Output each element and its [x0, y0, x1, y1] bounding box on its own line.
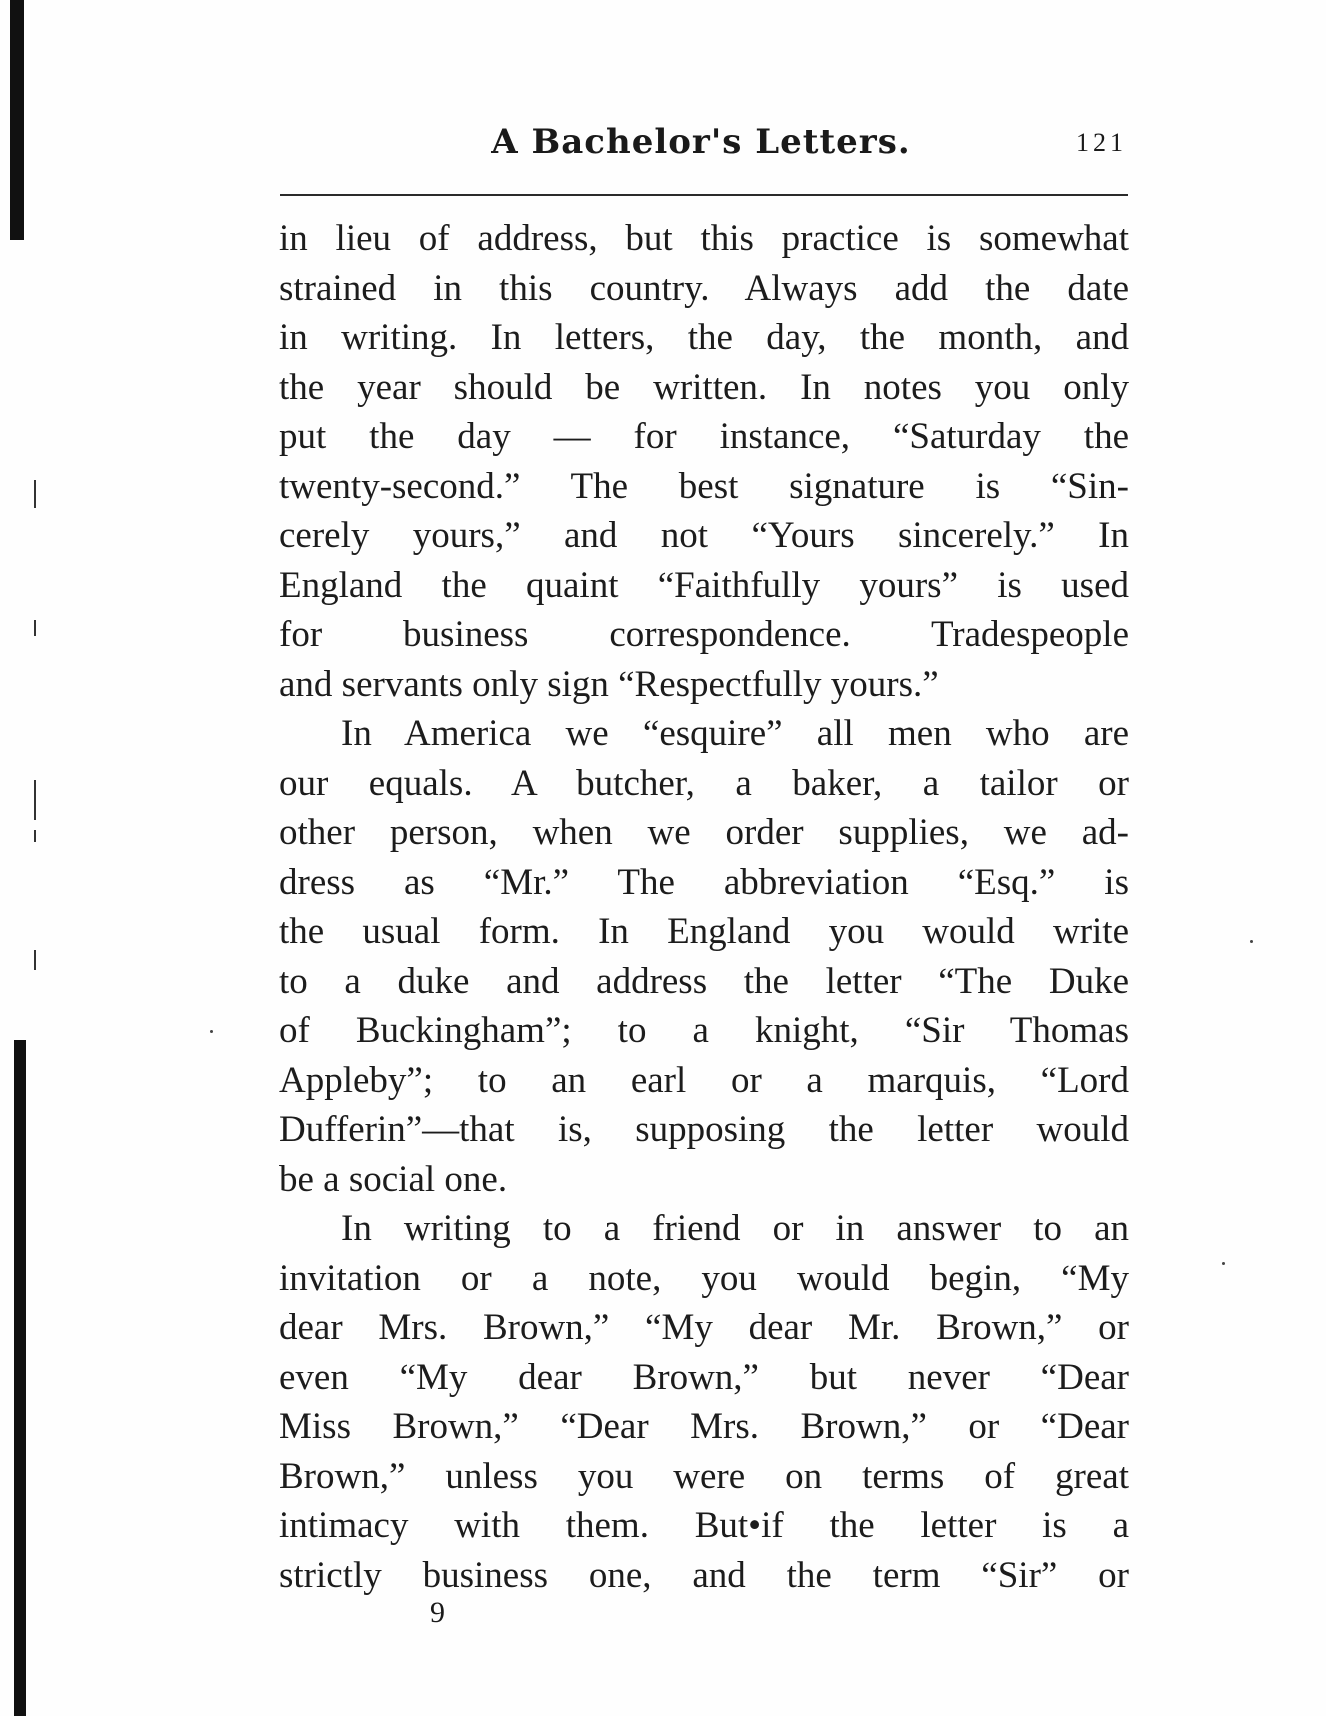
- binding-tick: [34, 780, 36, 820]
- text-line: invitation or a note, you would begin, “My: [279, 1257, 1129, 1299]
- page-number: 121: [1076, 128, 1127, 157]
- text-line: strained in this country. Always add the date: [279, 267, 1129, 309]
- text-line: in lieu of address, but this practice is somewhat: [279, 218, 1129, 259]
- text-line: our equals. A butcher, a baker, a tailor or: [279, 762, 1129, 804]
- binding-edge-top: [10, 0, 24, 240]
- text-line: to a duke and address the letter “The Duke: [279, 960, 1129, 1002]
- binding-tick: [34, 950, 36, 970]
- running-title: A Bachelor's Letters.: [491, 122, 911, 162]
- scan-speck: [1250, 940, 1253, 943]
- text-line: In America we “esquire” all men who are: [341, 713, 1129, 754]
- binding-tick: [34, 620, 36, 636]
- text-line: In writing to a friend or in answer to an: [341, 1208, 1129, 1249]
- running-header: [275, 122, 1127, 178]
- text-line: put the day — for instance, “Saturday the: [279, 416, 1129, 457]
- signature-mark: 9: [430, 1596, 445, 1629]
- text-line: intimacy with them. But•if the letter is a: [279, 1505, 1129, 1546]
- text-line: the usual form. In England you would write: [279, 911, 1129, 952]
- text-line: Dufferin”—that is, supposing the letter would: [279, 1109, 1129, 1150]
- text-line: dress as “Mr.” The abbreviation “Esq.” is: [279, 861, 1129, 903]
- text-line: other person, when we order supplies, we ad-: [279, 812, 1129, 853]
- binding-tick: [34, 830, 36, 842]
- binding-tick: [34, 480, 36, 508]
- scan-speck: [210, 1030, 213, 1033]
- text-line: for business correspondence. Tradespeople: [279, 614, 1129, 655]
- text-line: Appleby”; to an earl or a marquis, “Lord: [279, 1059, 1129, 1101]
- text-line: twenty-second.” The best signature is “Sin-: [279, 465, 1129, 507]
- binding-edge-bottom: [14, 1040, 26, 1716]
- text-line: even “My dear Brown,” but never “Dear: [279, 1356, 1129, 1398]
- text-line: England the quaint “Faithfully yours” is used: [279, 564, 1129, 606]
- text-line: and servants only sign “Respectfully yours.”: [279, 663, 939, 705]
- text-line: the year should be written. In notes you only: [279, 366, 1129, 408]
- text-line: Brown,” unless you were on terms of great: [279, 1455, 1129, 1497]
- text-line: Miss Brown,” “Dear Mrs. Brown,” or “Dear: [279, 1406, 1129, 1447]
- text-line: strictly business one, and the term “Sir” or: [279, 1554, 1129, 1596]
- text-line: cerely yours,” and not “Yours sincerely.” In: [279, 515, 1129, 556]
- text-line: in writing. In letters, the day, the month, and: [279, 317, 1129, 358]
- text-line: be a social one.: [279, 1158, 508, 1200]
- body-text: [279, 214, 1129, 1600]
- text-line: of Buckingham”; to a knight, “Sir Thomas: [279, 1010, 1129, 1051]
- header-rule: [280, 194, 1128, 196]
- text-line: dear Mrs. Brown,” “My dear Mr. Brown,” or: [279, 1307, 1129, 1348]
- scan-speck: [1222, 1262, 1225, 1265]
